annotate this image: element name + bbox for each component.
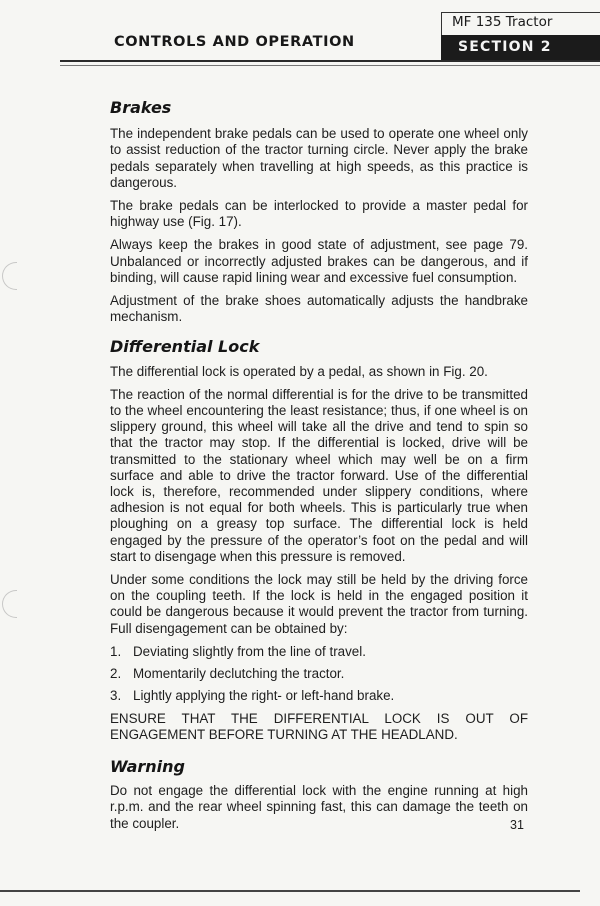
brakes-paragraph: The independent brake pedals can be used to operate one wheel only to assist reduction of the tractor turning circle. Never apply the brake pedals separately when travelling at high speeds, as this practice is dangerous.: [110, 126, 528, 190]
brakes-heading: Brakes: [110, 98, 172, 117]
header-rule: [60, 60, 600, 62]
differential-lock-paragraph: The differential lock is operated by a pedal, as shown in Fig. 20.: [110, 363, 488, 379]
warning-heading: Warning: [110, 756, 185, 776]
step-text: Lightly applying the right- or left-hand brake.: [133, 688, 395, 704]
punch-hole-mark: [2, 262, 17, 290]
brakes-paragraph: Adjustment of the brake shoes automatically adjusts the handbrake mechanism.: [110, 293, 528, 325]
section-label: SECTION 2: [458, 39, 552, 55]
differential-lock-paragraph: The reaction of the normal differential is for the drive to be transmitted to the wheel encountering the least resistance; thus, if one wheel is on slippery ground, this wheel will take all the drive and tend to spin so that the tractor may stop. If the differential is locked, drive will be transmitted to the stationary wheel which may well be on a firm surface and able to drive the tractor forward. Use of the differential lock is, therefore, recommended under slippery conditions, where adhesion is not equal for both wheels. This is particularly true when ploughing on a greasy top surface. The differential lock is held engaged by the pressure of the operator’s foot on the pedal and will start to disengage when this pressure is removed.: [110, 386, 528, 564]
document-body: [110, 100, 528, 839]
model-label: MF 135 Tractor: [452, 14, 553, 30]
header-rule-thin: [60, 65, 600, 66]
step-text: Momentarily declutching the tractor.: [133, 666, 345, 682]
page-header-title: CONTROLS AND OPERATION: [114, 34, 355, 50]
differential-lock-paragraph: Under some conditions the lock may still be held by the driving force on the coupling teeth. If the lock is held in the engaged position it could be dangerous because it would prevent the tractor from turning. Full disengagement can be obtained by:: [110, 572, 528, 636]
list-item: [110, 666, 528, 682]
list-item: [110, 688, 528, 704]
warning-text: Do not engage the differential lock with the engine running at high r.p.m. and the rear wheel spinning fast, this can damage the teeth on the coupler.: [110, 783, 528, 831]
step-number: 3.: [110, 688, 122, 704]
list-item: [110, 644, 528, 660]
brakes-paragraph: The brake pedals can be interlocked to provide a master pedal for highway use (Fig. 17).: [110, 198, 528, 230]
page-number: 31: [510, 818, 524, 832]
step-text: Deviating slightly from the line of travel.: [133, 643, 366, 659]
disengagement-steps: [110, 644, 528, 705]
punch-hole-mark: [2, 590, 17, 618]
step-number: 1.: [110, 643, 122, 659]
footer-rule: [0, 890, 580, 892]
differential-lock-heading: Differential Lock: [110, 337, 260, 357]
caution-text: ENSURE THAT THE DIFFERENTIAL LOCK IS OUT OF ENGAGEMENT BEFORE TURNING AT THE HEADLAND.: [110, 710, 528, 742]
brakes-paragraph: Always keep the brakes in good state of adjustment, see page 79. Unbalanced or incorrectly adjusted brakes can be dangerous, and if binding, will cause rapid lining wear and excessive fuel consumption.: [110, 237, 528, 285]
step-number: 2.: [110, 666, 122, 682]
